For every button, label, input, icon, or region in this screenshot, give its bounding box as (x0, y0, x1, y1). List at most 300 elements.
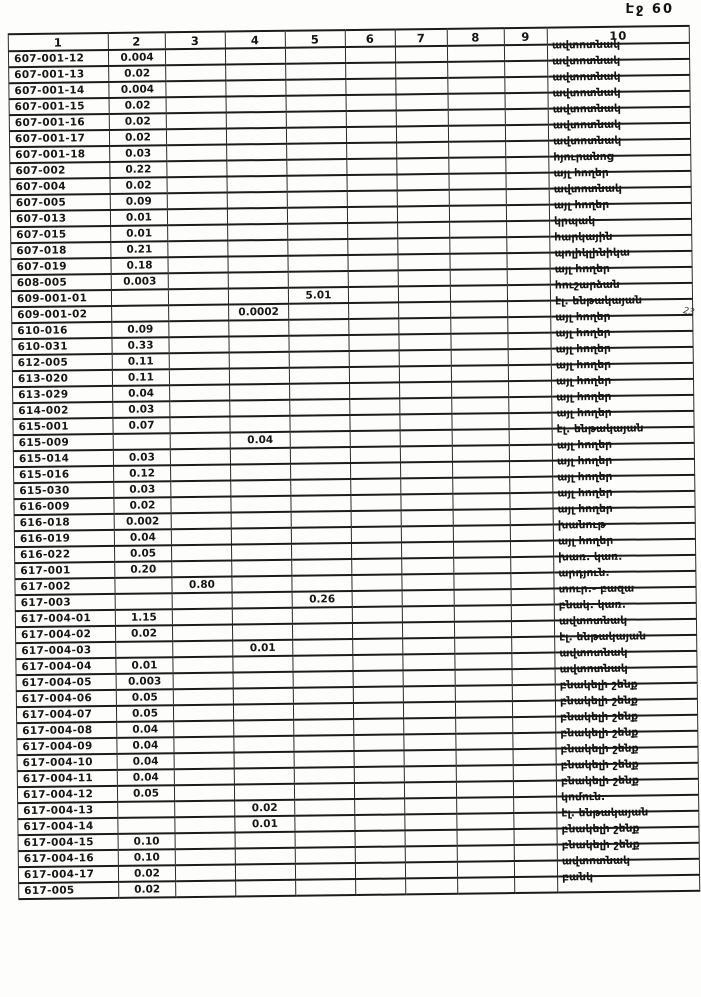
value-cell-col8 (452, 397, 509, 414)
value-cell-col5 (290, 447, 350, 464)
value-cell-col9 (514, 861, 557, 878)
value-cell-col6 (347, 142, 397, 159)
margin-note: 23 (681, 306, 695, 318)
code-cell: 617-004-12 (17, 786, 117, 803)
land-use-label: այլ հողեր (557, 501, 613, 516)
value-cell-col7 (404, 750, 456, 767)
code-cell: 607-001-14 (9, 82, 109, 99)
value-cell-col3 (175, 832, 235, 849)
value-cell-col6 (352, 590, 402, 607)
land-use-label: ավտոտնակ (553, 133, 622, 148)
value-cell-col5 (286, 79, 346, 96)
column-header-1: 1 (8, 33, 108, 51)
value-cell-col8 (451, 333, 508, 350)
value-cell-col8 (452, 413, 509, 430)
value-cell-col2: 0.12 (114, 465, 171, 482)
code-cell: 617-004-03 (16, 642, 116, 659)
value-cell-col6 (356, 878, 406, 895)
value-cell-col5 (285, 47, 345, 64)
value-cell-col6 (354, 782, 404, 799)
value-cell-col2: 0.02 (114, 497, 171, 514)
value-cell-col3 (171, 497, 231, 514)
value-cell-col2: 0.18 (111, 257, 168, 274)
value-cell-col5 (286, 95, 346, 112)
value-cell-col9 (509, 381, 552, 398)
value-cell-col4 (232, 624, 292, 641)
value-cell-col3 (170, 385, 230, 402)
code-cell: 607-002 (10, 162, 110, 179)
value-cell-col7 (398, 286, 450, 303)
value-cell-col6 (350, 382, 400, 399)
code-cell: 615-030 (14, 482, 114, 499)
value-cell-col6 (352, 606, 402, 623)
value-cell-col9 (510, 525, 553, 542)
value-cell-col4 (226, 112, 286, 129)
code-cell: 614-002 (13, 402, 113, 419)
value-cell-col8 (449, 173, 506, 190)
value-cell-col4 (233, 656, 293, 673)
land-use-label: այլ հողեր (554, 261, 610, 276)
value-cell-col4 (227, 208, 287, 225)
value-cell-col2: 0.04 (117, 753, 174, 770)
value-cell-col9 (514, 829, 557, 846)
value-cell-col3 (171, 528, 231, 545)
land-use-label: տուր.- բազա (558, 581, 635, 596)
column-header-9: 9 (504, 28, 547, 46)
value-cell-col7 (403, 654, 455, 671)
value-cell-col2: 0.02 (110, 177, 167, 194)
value-cell-col8 (448, 109, 505, 126)
value-cell-col8 (449, 141, 506, 158)
value-cell-col5 (294, 783, 354, 800)
value-cell-col9 (507, 269, 550, 286)
value-cell-col5 (288, 255, 348, 272)
value-cell-col7 (401, 494, 453, 511)
value-cell-col4 (229, 336, 289, 353)
land-use-label: էլ. ենթակայան (559, 629, 647, 644)
value-cell-col8 (449, 157, 506, 174)
value-cell-col2 (115, 577, 172, 594)
value-cell-col6 (346, 62, 396, 79)
value-cell-col5 (295, 847, 355, 864)
code-cell: 615-014 (13, 450, 113, 467)
code-cell: 617-004-11 (17, 770, 117, 787)
value-cell-col9 (513, 717, 556, 734)
value-cell-col6 (349, 318, 399, 335)
value-cell-col5 (293, 655, 353, 672)
land-use-label: այլ հողեր (553, 197, 610, 212)
value-cell-col5 (294, 719, 354, 736)
value-cell-col8 (457, 797, 514, 814)
value-cell-col2: 0.10 (118, 833, 175, 850)
value-cell-col9 (508, 317, 551, 334)
value-cell-col3 (173, 704, 233, 721)
value-cell-col2: 0.004 (109, 81, 166, 98)
value-cell-col9 (506, 173, 549, 190)
land-use-cell (558, 870, 700, 893)
value-cell-col4 (231, 496, 291, 513)
value-cell-col9 (513, 781, 556, 798)
value-cell-col9 (509, 445, 552, 462)
code-cell: 617-003 (15, 594, 115, 611)
value-cell-col3 (170, 433, 230, 450)
value-cell-col2: 0.02 (115, 625, 172, 642)
value-cell-col2: 0.05 (116, 689, 173, 706)
land-use-label: բնակելի շենք (560, 773, 639, 788)
value-cell-col7 (397, 190, 449, 207)
land-use-label: ավտոտնակ (558, 613, 628, 628)
value-cell-col3 (169, 305, 229, 322)
value-cell-col3 (167, 145, 227, 162)
value-cell-col4 (227, 176, 287, 193)
value-cell-col4 (228, 272, 288, 289)
value-cell-col9 (510, 509, 553, 526)
value-cell-col7 (397, 142, 449, 159)
value-cell-col7 (402, 574, 454, 591)
value-cell-col5 (292, 607, 352, 624)
value-cell-col4 (234, 768, 294, 785)
value-cell-col5 (289, 367, 349, 384)
value-cell-col4 (232, 560, 292, 577)
value-cell-col9 (506, 141, 549, 158)
value-cell-col3 (174, 720, 234, 737)
value-cell-col7 (396, 62, 448, 79)
value-cell-col5 (290, 415, 350, 432)
value-cell-col2: 0.02 (109, 129, 166, 146)
land-use-label: այլ հողեր (553, 165, 609, 180)
value-cell-col5 (286, 63, 346, 80)
value-cell-col3 (173, 688, 233, 705)
value-cell-col6 (350, 398, 400, 415)
value-cell-col6 (346, 126, 396, 143)
value-cell-col4 (228, 240, 288, 257)
value-cell-col4 (235, 832, 295, 849)
value-cell-col4 (231, 512, 291, 529)
value-cell-col5 (296, 879, 356, 896)
page-number-label: Էջ 60 (625, 2, 674, 17)
value-cell-col3 (176, 880, 236, 897)
value-cell-col8 (457, 829, 514, 846)
value-cell-col3 (174, 736, 234, 753)
code-cell: 617-004-02 (15, 626, 115, 643)
value-cell-col8 (449, 205, 506, 222)
value-cell-col8 (456, 765, 513, 782)
value-cell-col6 (350, 430, 400, 447)
value-cell-col7 (399, 302, 451, 319)
value-cell-col9 (507, 253, 550, 270)
land-use-label: ավտոտնակ (552, 53, 621, 68)
value-cell-col4 (227, 160, 287, 177)
value-cell-col6 (355, 798, 405, 815)
value-cell-col3 (172, 560, 232, 577)
value-cell-col8 (456, 781, 513, 798)
value-cell-col7 (404, 782, 456, 799)
value-cell-col9 (505, 61, 548, 78)
value-cell-col2: 0.02 (109, 97, 166, 114)
value-cell-col9 (512, 669, 555, 686)
value-cell-col4 (227, 144, 287, 161)
value-cell-col8 (457, 845, 514, 862)
value-cell-col3 (167, 177, 227, 194)
code-cell: 617-005 (19, 882, 119, 899)
value-cell-col2: 0.09 (110, 193, 167, 210)
code-cell: 612-005 (12, 354, 112, 371)
value-cell-col4 (234, 736, 294, 753)
value-cell-col8 (454, 573, 511, 590)
land-use-label: այլ հողեր (557, 469, 613, 484)
value-cell-col6 (350, 446, 400, 463)
value-cell-col5: 5.01 (288, 287, 348, 304)
value-cell-col2 (111, 289, 168, 306)
value-cell-col2: 0.22 (110, 161, 167, 178)
code-cell: 617-004-15 (18, 834, 118, 851)
land-use-label: ավտոտնակ (552, 101, 621, 116)
land-use-label: բնակելի շենք (559, 693, 639, 708)
value-cell-col2: 0.003 (111, 273, 168, 290)
land-use-label: այլ հողեր (555, 357, 612, 372)
value-cell-col8 (453, 525, 510, 542)
value-cell-col3 (166, 129, 226, 146)
code-cell: 607-015 (11, 226, 111, 243)
value-cell-col9 (507, 237, 550, 254)
value-cell-col9 (505, 77, 548, 94)
land-use-label: բանկ (561, 870, 594, 884)
value-cell-col3 (169, 353, 229, 370)
value-cell-col2: 0.02 (109, 65, 166, 82)
value-cell-col6 (351, 526, 401, 543)
value-cell-col2: 0.21 (111, 241, 168, 258)
value-cell-col6 (349, 366, 399, 383)
code-cell: 607-001-13 (9, 66, 109, 83)
value-cell-col4: 0.0002 (229, 304, 289, 321)
value-cell-col8 (451, 349, 508, 366)
value-cell-col6 (349, 350, 399, 367)
value-cell-col5 (290, 383, 350, 400)
value-cell-col9 (509, 429, 552, 446)
value-cell-col9 (507, 285, 550, 302)
value-cell-col5 (291, 527, 351, 544)
value-cell-col5 (295, 863, 355, 880)
value-cell-col9 (506, 157, 549, 174)
value-cell-col8 (448, 125, 505, 142)
land-use-label: հարկային (554, 229, 613, 244)
value-cell-col2: 0.09 (112, 321, 169, 338)
value-cell-col4 (226, 80, 286, 97)
value-cell-col5 (295, 799, 355, 816)
value-cell-col5 (293, 639, 353, 656)
column-header-2: 2 (108, 32, 165, 50)
land-use-label: բնակելի շենք (561, 821, 640, 836)
land-use-label: ավտոտնակ (552, 117, 622, 132)
scanned-table-region (8, 25, 700, 900)
land-use-label: բնակ. կառ. (558, 597, 626, 612)
code-cell: 615-016 (14, 466, 114, 483)
value-cell-col8 (448, 61, 505, 78)
value-cell-col9 (511, 557, 554, 574)
value-cell-col5 (286, 111, 346, 128)
value-cell-col7 (397, 206, 449, 223)
value-cell-col7 (403, 702, 455, 719)
value-cell-col6 (346, 78, 396, 95)
column-header-10: 10 (547, 26, 689, 45)
value-cell-col3 (166, 97, 226, 114)
value-cell-col7 (396, 110, 448, 127)
value-cell-col4 (229, 352, 289, 369)
value-cell-col8 (455, 637, 512, 654)
value-cell-col9 (514, 845, 557, 862)
value-cell-col6 (353, 638, 403, 655)
value-cell-col9 (514, 813, 557, 830)
value-cell-col4 (231, 544, 291, 561)
value-cell-col2: 0.03 (114, 481, 171, 498)
value-cell-col6 (351, 494, 401, 511)
code-cell: 610-031 (12, 338, 112, 355)
value-cell-col9 (512, 685, 555, 702)
value-cell-col5 (287, 175, 347, 192)
value-cell-col8 (448, 93, 505, 110)
value-cell-col8 (457, 813, 514, 830)
value-cell-col7 (398, 238, 450, 255)
land-use-label: էլ. ենթակայան (554, 293, 643, 308)
value-cell-col3 (166, 113, 226, 130)
value-cell-col4 (229, 320, 289, 337)
value-cell-col7 (395, 46, 447, 63)
value-cell-col3 (174, 784, 234, 801)
value-cell-col2: 0.002 (114, 513, 171, 530)
code-cell: 617-004-08 (17, 722, 117, 739)
value-cell-col6 (347, 190, 397, 207)
land-use-label: էլ. ենթակայան (556, 421, 644, 436)
value-cell-col7 (396, 126, 448, 143)
value-cell-col7 (397, 174, 449, 191)
value-cell-col5 (288, 239, 348, 256)
value-cell-col8 (450, 237, 507, 254)
value-cell-col3 (168, 225, 228, 242)
value-cell-col4 (232, 592, 292, 609)
value-cell-col7 (404, 734, 456, 751)
value-cell-col9 (511, 573, 554, 590)
land-use-label: ավտոտնակ (553, 181, 622, 196)
code-cell: 617-002 (15, 578, 115, 595)
value-cell-col4 (231, 480, 291, 497)
value-cell-col8 (452, 461, 509, 478)
value-cell-col8 (455, 701, 512, 718)
value-cell-col7 (398, 222, 450, 239)
value-cell-col7 (401, 510, 453, 527)
value-cell-col4 (230, 416, 290, 433)
value-cell-col7 (402, 606, 454, 623)
land-use-label: այլ հողեր (557, 533, 614, 548)
value-cell-col2: 0.11 (112, 369, 169, 386)
value-cell-col5 (287, 143, 347, 160)
land-use-label: այլ հողեր (556, 437, 613, 452)
value-cell-col6 (351, 510, 401, 527)
value-cell-col6 (349, 302, 399, 319)
value-cell-col7 (403, 670, 455, 687)
code-cell: 607-004 (10, 178, 110, 195)
value-cell-col8 (449, 189, 506, 206)
value-cell-col6 (351, 542, 401, 559)
value-cell-col5 (288, 223, 348, 240)
land-use-label: էլ. ենթակայան (561, 805, 649, 820)
value-cell-col3 (175, 848, 235, 865)
value-cell-col3 (172, 608, 232, 625)
land-use-label: այլ հողեր (555, 341, 611, 356)
value-cell-col4 (230, 400, 290, 417)
value-cell-col4 (236, 880, 296, 897)
value-cell-col3 (166, 81, 226, 98)
value-cell-col7 (396, 94, 448, 111)
value-cell-col5 (291, 543, 351, 560)
code-cell: 617-004-04 (16, 658, 116, 675)
land-use-label: այլ հողեր (556, 389, 612, 404)
value-cell-col6 (352, 558, 402, 575)
code-cell: 607-018 (11, 242, 111, 259)
value-cell-col9 (511, 605, 554, 622)
value-cell-col2: 0.03 (113, 449, 170, 466)
value-cell-col5 (295, 831, 355, 848)
code-cell: 617-004-16 (18, 850, 118, 867)
value-cell-col6 (355, 830, 405, 847)
value-cell-col2: 0.01 (110, 209, 167, 226)
value-cell-col2: 0.02 (118, 865, 175, 882)
value-cell-col9 (505, 109, 548, 126)
value-cell-col4 (226, 96, 286, 113)
value-cell-col4: 0.01 (233, 640, 293, 657)
value-cell-col4 (228, 288, 288, 305)
land-use-label: այլ հողեր (555, 325, 611, 340)
value-cell-col9 (508, 333, 551, 350)
code-cell: 607-001-18 (10, 146, 110, 163)
value-cell-col9 (506, 205, 549, 222)
code-cell: 617-004-10 (17, 754, 117, 771)
value-cell-col3 (175, 816, 235, 833)
value-cell-col8 (452, 429, 509, 446)
value-cell-col5 (289, 335, 349, 352)
value-cell-col7 (398, 254, 450, 271)
land-use-label: այլ հողեր (555, 309, 611, 324)
value-cell-col2: 0.05 (117, 785, 174, 802)
code-cell: 616-018 (14, 514, 114, 531)
value-cell-col2 (116, 641, 173, 658)
land-use-label: բնակելի շենք (560, 741, 639, 756)
code-cell: 607-001-17 (9, 130, 109, 147)
value-cell-col4: 0.01 (235, 816, 295, 833)
value-cell-col2 (118, 817, 175, 834)
value-cell-col3 (167, 161, 227, 178)
value-cell-col7 (400, 398, 452, 415)
value-cell-col9 (511, 621, 554, 638)
value-cell-col8 (454, 589, 511, 606)
value-cell-col8 (454, 557, 511, 574)
value-cell-col8 (457, 861, 514, 878)
value-cell-col9 (508, 365, 551, 382)
code-cell: 616-019 (14, 530, 114, 547)
value-cell-col5 (290, 399, 350, 416)
code-cell: 617-004-01 (15, 610, 115, 627)
value-cell-col2: 0.003 (116, 673, 173, 690)
code-cell: 609-001-02 (12, 306, 112, 323)
column-header-3: 3 (165, 32, 225, 50)
value-cell-col7 (402, 590, 454, 607)
value-cell-col5 (286, 127, 346, 144)
value-cell-col8 (455, 653, 512, 670)
value-cell-col7 (405, 846, 457, 863)
value-cell-col4 (227, 192, 287, 209)
code-cell: 617-004-06 (16, 690, 116, 707)
value-cell-col8 (447, 45, 504, 62)
land-use-label: ավտոտնակ (559, 661, 628, 676)
